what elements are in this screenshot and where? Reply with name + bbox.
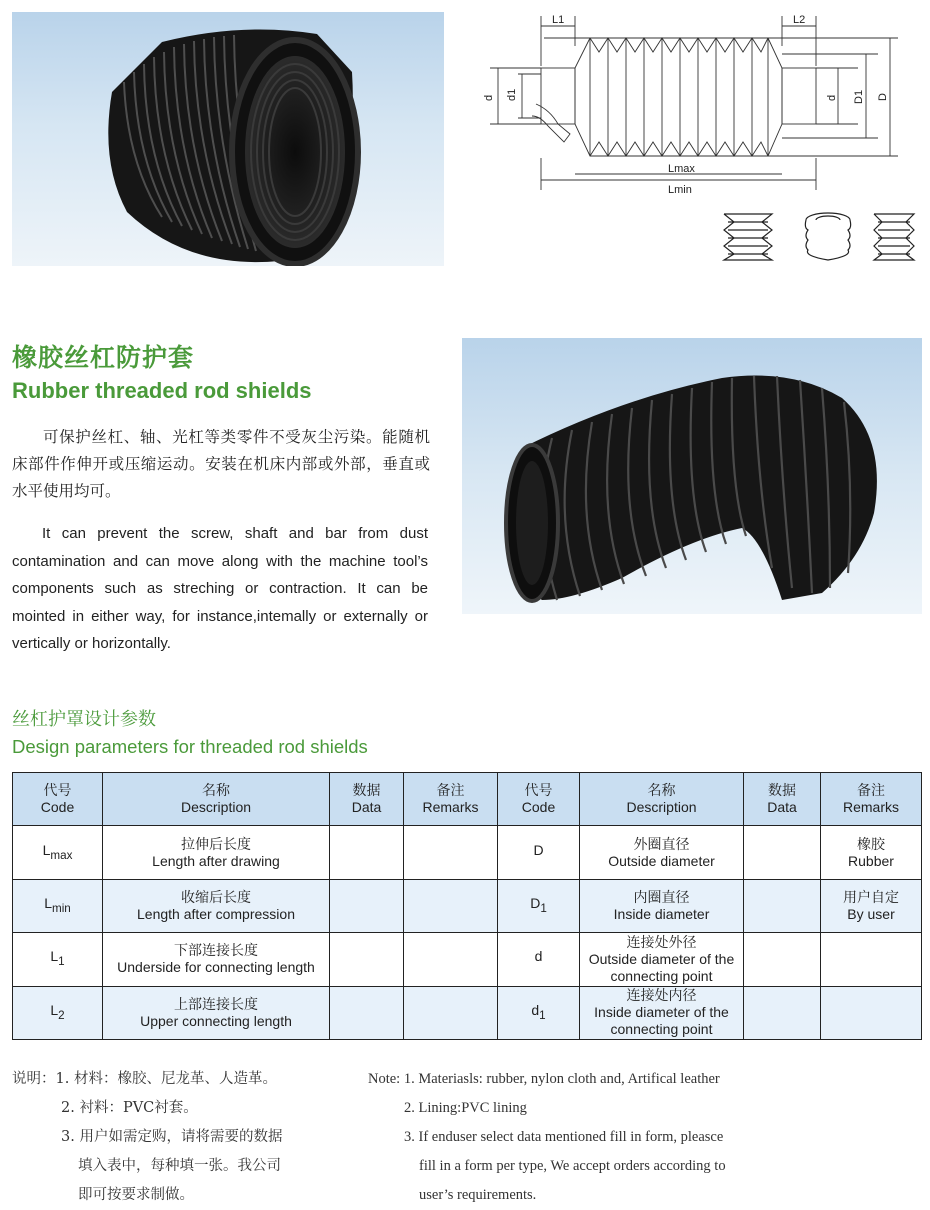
notes-en-prefix: Note: <box>368 1071 401 1087</box>
code-cell-2: $d_1$ <box>498 986 580 1039</box>
remarks-cell-2: 橡胶 Rubber <box>821 826 922 879</box>
description-cell-2: 连接处外径 Outside diameter of the connecting point <box>580 933 744 986</box>
description-cell: 上部连接长度 Upper connecting length <box>103 986 330 1039</box>
header-description-2: 名称 Description <box>580 773 744 826</box>
code-cell: $L_1$ <box>13 933 103 986</box>
description-cell-2: 连接处内径 Inside diameter of the connecting point <box>580 986 744 1039</box>
code-cell: $L_{min}$ <box>13 879 103 932</box>
product-photo-curved-bellows <box>462 338 922 614</box>
remarks-cell <box>404 933 498 986</box>
notes-en-line: fill in a form per type, We accept orders according to <box>419 1158 726 1174</box>
product-photo-conical-bellows <box>12 12 444 266</box>
description-cell: 拉伸后长度 Length after drawing <box>103 826 330 879</box>
notes-cn-line: 即可按要求制做。 <box>78 1187 194 1203</box>
table-row <box>13 826 922 879</box>
remarks-cell <box>404 879 498 932</box>
label-d-right: d <box>826 94 838 101</box>
page-title-cn: 橡胶丝杠防护套 <box>12 343 195 372</box>
data-cell-2[interactable] <box>744 879 821 932</box>
page-title-en: Rubber threaded rod shields <box>12 378 312 403</box>
header-code-2: 代号 Code <box>498 773 580 826</box>
data-cell[interactable] <box>330 879 404 932</box>
conical-bellows-illustration <box>12 12 444 266</box>
notes-cn-line: 填入表中，每种填一张。我公司 <box>78 1158 281 1174</box>
description-cell-2: 外圈直径 Outside diameter <box>580 826 744 879</box>
notes-cn <box>12 1065 282 1210</box>
description-cell: 下部连接长度 Underside for connecting length <box>103 933 330 986</box>
notes-en-line: user’s requirements. <box>419 1187 537 1203</box>
header-description: 名称 Description <box>103 773 330 826</box>
table-row <box>13 986 922 1039</box>
notes-en-line: Note: 1. Materiasls: rubber, nylon cloth and, Artifical leather <box>368 1071 720 1087</box>
label-d-left: d <box>483 94 495 101</box>
data-cell[interactable] <box>330 933 404 986</box>
code-cell: $L_{max}$ <box>13 826 103 879</box>
label-lmin: Lmin <box>668 184 692 196</box>
table-row <box>13 933 922 986</box>
notes-en-line: 2. Lining:PVC lining <box>404 1100 527 1116</box>
code-cell-2: d <box>498 933 580 986</box>
remarks-cell-2 <box>821 986 922 1039</box>
remarks-cell-2: 用户自定 By user <box>821 879 922 932</box>
data-cell[interactable] <box>330 826 404 879</box>
bellows-thumbnails <box>724 213 914 260</box>
design-parameters-table <box>12 772 922 1040</box>
remarks-cell <box>404 826 498 879</box>
header-code: 代号 Code <box>13 773 103 826</box>
description-cell: 收缩后长度 Length after compression <box>103 879 330 932</box>
intro-text-cn: 可保护丝杠、轴、光杠等类零件不受灰尘污染。能随机床部件作伸开或压缩运动。安装在机床内部或外部，垂直或水平使用均可。 <box>12 428 430 500</box>
notes-cn-line: 2. 衬料：PVC衬套。 <box>61 1100 198 1116</box>
notes-en-line: 3. If enduser select data mentioned fill in form, pleasce <box>404 1129 724 1145</box>
curved-bellows-illustration <box>462 338 922 614</box>
label-l2: L2 <box>793 14 806 26</box>
table-row <box>13 879 922 932</box>
table-header-row <box>13 773 922 826</box>
remarks-cell <box>404 986 498 1039</box>
notes-cn-line: 3. 用户如需定购，请将需要的数据 <box>61 1129 283 1145</box>
label-D-right: D <box>877 93 889 101</box>
notes-cn-prefix: 说明： <box>12 1071 56 1087</box>
dimension-diagram <box>478 6 918 276</box>
header-data-2: 数据 Data <box>744 773 821 826</box>
remarks-cell-2 <box>821 933 922 986</box>
intro-text-en: It can prevent the screw, shaft and bar from dust contamination and can move along with the machine tool’s components such as streching or contraction. It can be mointed in either way, for instance,intemally or externally or vertically or horizontally. <box>12 525 428 652</box>
label-D1-right: D1 <box>853 89 865 104</box>
label-l1: L1 <box>552 14 565 26</box>
params-title-en: Design parameters for threaded rod shields <box>12 736 368 757</box>
data-cell-2[interactable] <box>744 826 821 879</box>
bellows-dimension-drawing <box>478 6 918 276</box>
data-cell[interactable] <box>330 986 404 1039</box>
description-cell-2: 内圈直径 Inside diameter <box>580 879 744 932</box>
code-cell: $L_2$ <box>13 986 103 1039</box>
label-d1-left: d1 <box>506 88 518 101</box>
notes-en <box>368 1065 726 1210</box>
header-remarks-2: 备注 Remarks <box>821 773 922 826</box>
data-cell-2[interactable] <box>744 933 821 986</box>
notes-cn-line: 说明：1. 材料：橡胶、尼龙革、人造革。 <box>12 1071 277 1087</box>
header-remarks: 备注 Remarks <box>404 773 498 826</box>
params-title-cn: 丝杠护罩设计参数 <box>12 709 156 730</box>
header-data: 数据 Data <box>330 773 404 826</box>
data-cell-2[interactable] <box>744 986 821 1039</box>
code-cell-2: D <box>498 826 580 879</box>
code-cell-2: $D_1$ <box>498 879 580 932</box>
label-lmax: Lmax <box>668 163 695 175</box>
